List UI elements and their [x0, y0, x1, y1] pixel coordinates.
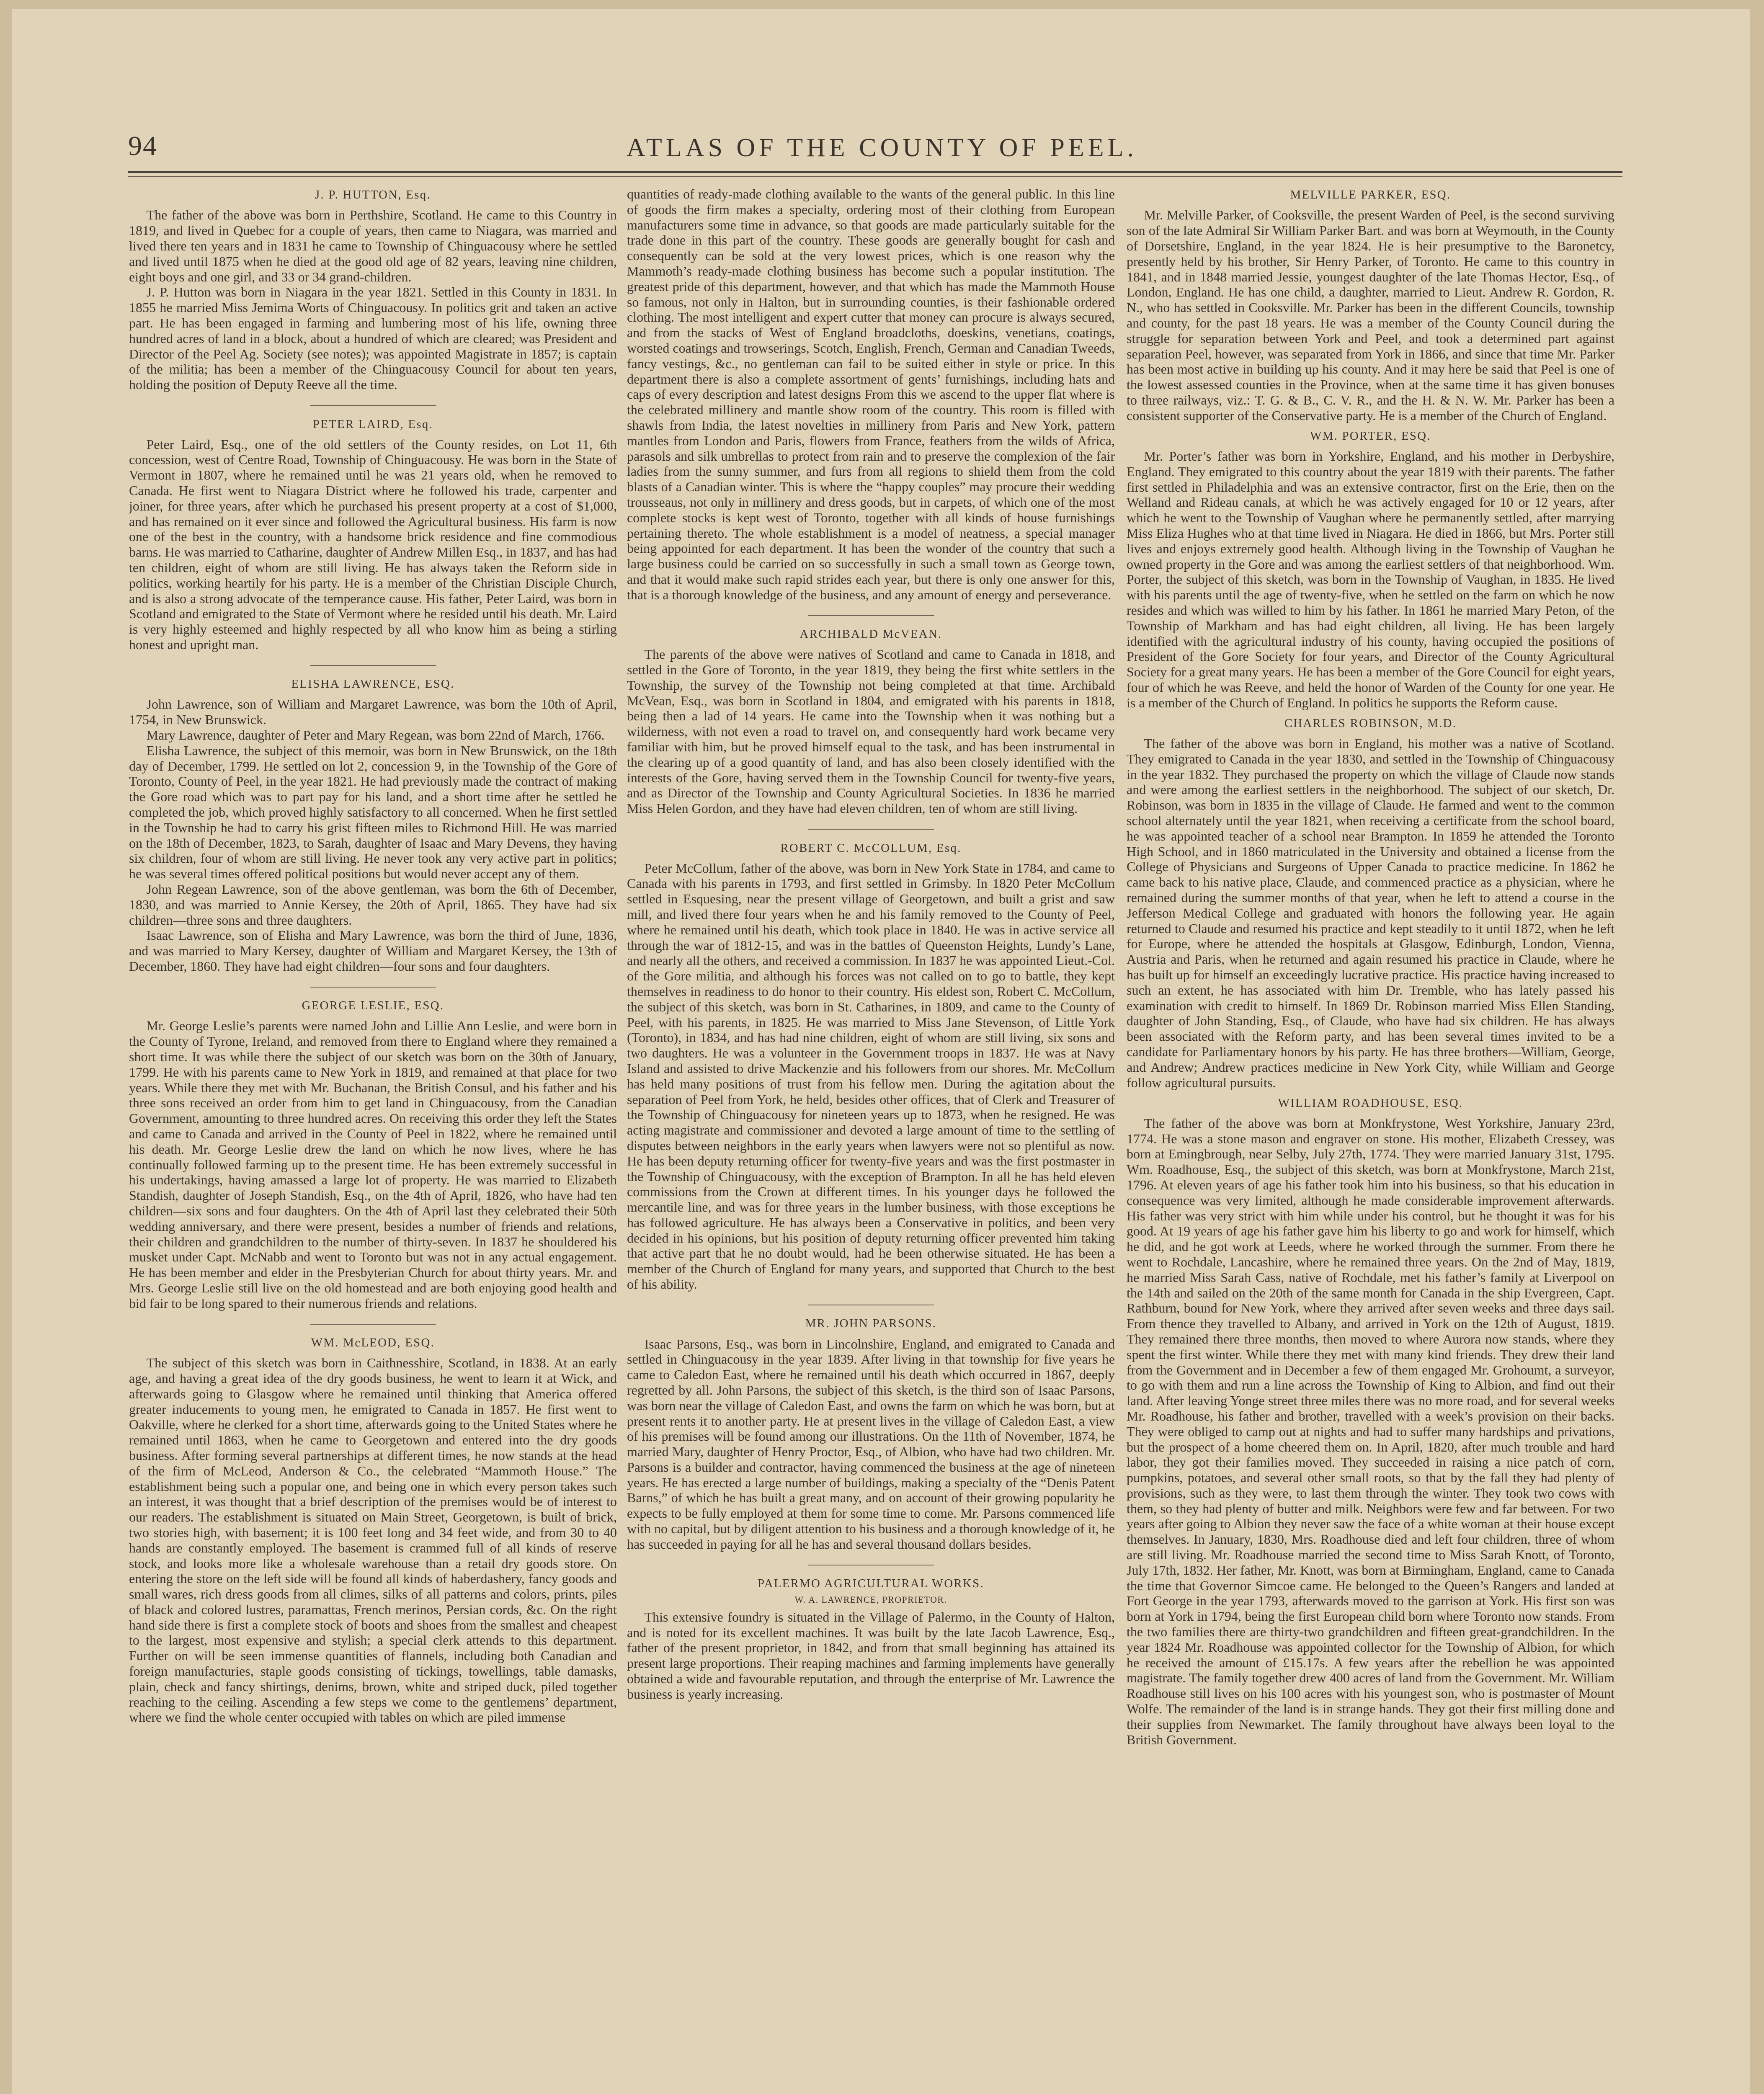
- paragraph: Mr. George Leslie’s parents were named John and Lillie Ann Leslie, and were born in the County of Tyrone, Ireland, and removed from there to England where they remained a short time. It was while there the subject of our sketch was born on the 30th of January, 1799. He with his parents came to New York in 1819, and remained at that place for two years. While there they met with Mr. Buchanan, the British Consul, and his father and his three sons received an order from him to get land in Chinguacousy, from the Canadian Government, amounting to three hundred acres. On receiving this order they left the States and came to Canada and arrived in the County of Peel in 1822, where he remained until his death. Mr. George Leslie drew the land on which he now lives, where he has continually followed farming up to the present time. He has been extremely successful in his undertakings, having amassed a large lot of property. He was married to Elizabeth Standish, daughter of Joseph Standish, Esq., on the 4th of April, 1826, who have had ten children—six sons and four daughters. On the 4th of April last they celebrated their 50th wedding anniversary, and there were present, besides a number of friends and relations, their children and grandchildren to the number of thirty-seven. In 1837 he shouldered his musket under Capt. McNabb and went to Toronto but was not in any actual engagement. He has been member and elder in the Presbyterian Church for about thirty years. Mr. and Mrs. George Leslie still live on the old homestead and are both enjoying good health and bid fair to be long spared to their numerous friends and relations.: [129, 1018, 617, 1311]
- article-heading: GEORGE LESLIE, ESQ.: [302, 999, 444, 1013]
- article-heading: ROBERT C. McCOLLUM, Esq.: [780, 841, 962, 855]
- section-divider: [310, 1324, 436, 1325]
- article-heading: ELISHA LAWRENCE, ESQ.: [291, 677, 455, 691]
- paragraph: J. P. Hutton was born in Niagara in the year 1821. Settled in this County in 1831. In 1855 he married Miss Jemima Worts of Chinguacousy. In politics grit and taken an active part. He has been engaged in farming and lumbering most of his life, owning three hundred acres of land in a block, about a hundred of which are cleared; was President and Director of the Peel Ag. Society (see notes); was appointed Magistrate in 1857; is captain of the militia; has been a member of the Chinguacousy Council for about ten years, holding the position of Deputy Reeve all the time.: [129, 284, 617, 392]
- article-parker: [1127, 188, 1614, 423]
- paragraph: Elisha Lawrence, the subject of this memoir, was born in New Brunswick, on the 18th day of December, 1799. He settled on lot 2, concession 9, in the Township of the Gore of Toronto, County of Peel, in the year 1821. He had previously made the contract of making the Gore road which was to part pay for his land, and a short time after he settled he completed the job, which proved highly satisfactory to all concerned. When he first settled in the Township he had to carry his grist fifteen miles to Richmond Hill. He was married on the 18th of December, 1823, to Sarah, daughter of Isaac and Mary Devens, they having six children, four of whom are still living. He never took any very active part in politics; he was several times offered political positions but would never accept any of them.: [129, 743, 617, 882]
- article-palermo: [627, 1577, 1115, 1702]
- article-mcleod: [129, 1336, 617, 1725]
- paragraph: Isaac Parsons, Esq., was born in Lincolnshire, England, and emigrated to Canada and settled in Chinguacousy in the year 1839. After living in that township for five years he came to Caledon East, where he remained until his death which occurred in 1867, deeply regretted by all. John Parsons, the subject of this sketch, is the third son of Isaac Parsons, was born near the village of Caledon East, and owns the farm on which he was born, but at present rents it to another party. He at present lives in the village of Caledon East, a view of his premises will be found among our illustrations. On the 11th of November, 1874, he married Mary, daughter of Henry Proctor, Esq., of Albion, who have had two children. Mr. Parsons is a builder and contractor, having commenced the business at the age of nineteen years. He has erected a large number of buildings, making a specialty of the “Denis Patent Barns,” of which he has built a great many, and on account of their growing popularity he expects to be fully employed at them for some time to come. Mr. Parsons commenced life with no capital, but by diligent attention to his business and a thorough knowledge of it, he has succeeded in paying for all he has and several thousand dollars besides.: [627, 1336, 1115, 1552]
- article-hutton: [129, 188, 617, 392]
- header-rule-thin: [128, 176, 1622, 177]
- article-heading: ARCHIBALD McVEAN.: [799, 627, 942, 641]
- article-heading: CHARLES ROBINSON, M.D.: [1284, 716, 1457, 730]
- article-parsons: [627, 1317, 1115, 1552]
- article-heading: WM. McLEOD, ESQ.: [311, 1336, 435, 1350]
- section-divider: [310, 405, 436, 406]
- paragraph: This extensive foundry is situated in the Village of Palermo, in the County of Halton, and is noted for its excellent machines. It was built by the late Jacob Lawrence, Esq., father of the present proprietor, in 1842, and from that small beginning has attained its present large proportions. Their reaping machines and farming implements have generally obtained a wide and favourable reputation, and through the enterprise of Mr. Lawrence the business is yearly increasing.: [627, 1609, 1115, 1702]
- article-heading: PETER LAIRD, Esq.: [312, 417, 433, 431]
- article-leslie: [129, 999, 617, 1311]
- column-middle: [627, 186, 1115, 2094]
- section-divider: [808, 829, 934, 830]
- paragraph: The father of the above was born in England, his mother was a native of Scotland. They emigrated to Canada in the year 1830, and settled in the Township of Chinguacousy in the year 1832. They purchased the property on which the village of Claude now stands and were among the earliest settlers in the neighborhood. The subject of our sketch, Dr. Robinson, was born in 1835 in the village of Claude. He farmed and went to the common school alternately until the year 1821, when receiving a certificate from the school board, he was appointed teacher of a school near Brampton. In 1859 he attended the Toronto High School, and in 1860 matriculated in the University and obtained a license from the College of Physicians and Surgeons of Upper Canada to practice medicine. In 1862 he came back to his native place, Claude, and commenced practice as a physician, where he remained during the summer months of that year, when he left to attend a course in the Jefferson Medical College and graduated with honors the following year. He again returned to Claude and resumed his practice and kept steadily to it until 1872, when he left for Europe, where he attended the hospitals at Glasgow, Edinburgh, London, Vienna, Austria and Paris, when he returned and again resumed his practice in Claude, where he has built up for himself an exceedingly lucrative practice. His practice having increased to such an extent, he has associated with him Dr. Tremble, who has lately passed his examination with credit to himself. In 1869 Dr. Robinson married Miss Ellen Standing, daughter of John Standing, Esq., of Claude, who have had six children. He has always been associated with the Reform party, and has been several times invited to be a candidate for Parliamentary honors by his party. He has three brothers—William, George, and Andrew; Andrew practices medicine in New York City, while William and George follow agricultural pursuits.: [1127, 735, 1614, 1090]
- article-heading: MELVILLE PARKER, ESQ.: [1290, 188, 1451, 202]
- header-rule: [128, 171, 1622, 173]
- paragraph: Peter McCollum, father of the above, was born in New York State in 1784, and came to Canada with his parents in 1793, and first settled in Grimsby. In 1820 Peter McCollum settled in Esquesing, near the present village of Georgetown, and built a grist and saw mill, and lived there four years when he and his family removed to the County of Peel, where he remained until his death, which took place in 1840. He was in active service all through the war of 1812-15, and was in the battles of Queenston Heights, Lundy’s Lane, and nearly all the others, and received a commission. In 1837 he was appointed Lieut.-Col. of the Gore militia, and although his forces was not called on to go to battle, they kept themselves in readiness to do honor to their country. His eldest son, Robert C. McCollum, the subject of this sketch, was born in St. Catharines, in 1809, and came to the County of Peel, with his parents, in 1825. He was married to Miss Jane Stevenson, of Little York (Toronto), in 1834, and has had nine children, eight of whom are still living, six sons and two daughters. He was a volunteer in the Government troops in 1837. He was at Navy Island and assisted to drive Mackenzie and his followers from our shores. Mr. McCollum has held many positions of trust from his fellow men. During the agitation about the separation of Peel from York, he held, besides other offices, that of Clerk and Treasurer of the Township of Chinguacousy for nineteen years up to 1873, when he resigned. He was acting magistrate and commissioner and devoted a large amount of time to the settling of disputes between neighbors in the early years when lawyers were not so plentiful as now. He has been deputy returning officer for twenty-five years and was the first postmaster in the Township of Chinguacousy, with the exception of Brampton. In all he has held eleven commissions from the Crown at different times. In his younger days he followed the mercantile line, and was for three years in the lumber business, with those exceptions he has followed agriculture. He has always been a Conservative in politics, and been very decided in his opinions, but his position of deputy returning officer prevented him taking that active part that he no doubt would, had he been otherwise situated. He has been a member of the Church of England for many years, and supported that Church to the best of his ability.: [627, 860, 1115, 1292]
- paragraph: Isaac Lawrence, son of Elisha and Mary Lawrence, was born the third of June, 1836, and was married to Mary Kersey, daughter of William and Margaret Kersey, the 13th of December, 1860. They have had eight children—four sons and four daughters.: [129, 928, 617, 974]
- article-subheading: W. A. LAWRENCE, PROPRIETOR.: [794, 1595, 947, 1605]
- article-mccollum: [627, 841, 1115, 1292]
- article-heading: J. P. HUTTON, Esq.: [315, 188, 431, 202]
- article-heading: PALERMO AGRICULTURAL WORKS.: [758, 1577, 984, 1591]
- paragraph: The father of the above was born at Monkfrystone, West Yorkshire, January 23rd, 1774. He was a stone mason and engraver on stone. His mother, Elizabeth Cressey, was born at Emingbrough, near Selby, July 27th, 1774. They were married January 31st, 1795. Wm. Roadhouse, Esq., the subject of this sketch, was born at Monkfrystone, March 21st, 1796. At eleven years of age his father took him into his business, so that his education in consequence was very limited, although he made considerable improvement afterwards. His father was very strict with him while under his control, but he thought it was for his good. At 19 years of age his father gave him his liberty to go and work for himself, which he did, and he got work at Leeds, where he worked through the summer. From there he went to Rochdale, Lancashire, where he remained three years. On the 2nd of May, 1819, he married Miss Sarah Cass, native of Rochdale, met his father’s family at Liverpool on the 14th and sailed on the 20th of the same month for Canada in the ship Evergreen, Capt. Rathburn, bound for New York, where they arrived after seven weeks and three days sail. From thence they travelled to Albany, and arrived in York on the 12th of August, 1819. They remained there three months, then moved to where Aurora now stands, where they spent the first winter. While there they met with many kind friends. They drew their land from the Government and in December a few of them engaged Mr. Grohoumt, a surveyor, to go with them and run a line across the Township of King to Albion, and find out their land. After leaving Yonge street three miles there was no more road, and for several weeks Mr. Roadhouse, his father and brother, travelled with a week’s provision on their backs. They were obliged to camp out at nights and had to suffer many hardships and privations, but the prospect of a home cheered them on. In April, 1820, after much trouble and hard labor, they got their families moved. They succeeded in raising a nice patch of corn, pumpkins, potatoes, and several other small roots, so that by the fall they had plenty of provisions, such as they were, to last them through the winter. They took two cows with them, so they had plenty of butter and milk. Neighbors were few and far between. For two years after going to Albion they never saw the face of a white woman at their house except themselves. In January, 1830, Mrs. Roadhouse died and left four children, three of whom are still living. Mr. Roadhouse married the second time to Miss Sarah Knott, of Toronto, July 17th, 1832. Her father, Mr. Knott, was born at Birmingham, England, came to Canada the time that Governor Simcoe came. He belonged to the Queen’s Rangers and landed at Fort George in the year 1793, afterwards moved to the garrison at York. His first son was born at York in 1794, being the first European child born where Toronto now stands. From the two families there are thirty-two grandchildren and fifteen great-grandchildren. In the year 1824 Mr. Roadhouse was appointed collector for the Township of Albion, for which he received the amount of £15.17s. A few years after the rebellion he was appointed magistrate. The family together drew 400 acres of land from the Government. Mr. William Roadhouse still lives on his 100 acres with his youngest son, who is postmaster of Mount Wolfe. The remainder of the land is in strange hands. They got their first milling done and their supplies from Newmarket. The family throughout have always been loyal to the British Government.: [1127, 1115, 1614, 1747]
- article-mcvean: [627, 627, 1115, 816]
- paragraph-continued: quantities of ready-made clothing available to the wants of the general public. In this line of goods the firm makes a specialty, ordering most of their clothing from European manufacturers some time in advance, so that goods are made particularly suitable for the trade done in this part of the country. These goods are generally bought for cash and consequently can be sold at the very lowest prices, which is one reason why the Mammoth’s ready-made clothing business has become such a popular institution. The greatest pride of this department, however, and that which has made the Mammoth House so famous, not only in Halton, but in surrounding counties, is their fashionable ordered clothing. The most intelligent and expert cutter that money can procure is always secured, and from the stacks of West of England broadcloths, doeskins, venetians, coatings, worsted coatings and trowserings, Scotch, English, French, German and Canadian Tweeds, fancy vestings, &c., no gentleman can fail to be suited either in style or price. In this department there is also a complete assortment of gents’ furnishings, including hats and caps of every description and latest designs From this we ascend to the upper flat where is the celebrated millinery and mantle show room of the country. This room is filled with shawls from India, the latest novelties in millinery from Paris and New York, pattern mantles from London and Paris, flowers from France, feathers from the wilds of Africa, parasols and silk umbrellas to protect from rain and to preserve the complexion of the fair ladies from the sunny summer, and furs from all regions to shield them from the cold blasts of a Canadian winter. This is where the “happy couples” may procure their wedding trousseaus, not only in millinery and dress goods, but in carpets, of which one of the most complete stocks is kept west of Toronto, together with all kinds of house furnishings pertaining thereto. The whole establishment is a model of neatness, a special manager being appointed for each department. It has been the wonder of the country that such a large business could be carried on so successfully in such a small town as George town, and that it would make such rapid strides each year, but there is only one answer for this, that is a thorough knowledge of the business, and any amount of energy and perseverance.: [627, 186, 1115, 602]
- section-divider: [310, 665, 436, 666]
- paragraph: John Regean Lawrence, son of the above gentleman, was born the 6th of December, 1830, and was married to Annie Kersey, the 20th of April, 1865. They have had six children—three sons and three daughters.: [129, 881, 617, 928]
- article-heading: WILLIAM ROADHOUSE, ESQ.: [1278, 1096, 1463, 1110]
- article-lawrence: [129, 677, 617, 974]
- article-porter: [1127, 429, 1614, 711]
- column-left: [129, 186, 617, 2094]
- paragraph: Mr. Porter’s father was born in Yorkshire, England, and his mother in Derbyshire, England. They emigrated to this country about the year 1819 with their parents. The father first settled in Philadelphia and was an extensive contractor, first on the Erie, then on the Welland and Rideau canals, at which he was actively engaged for 10 or 12 years, after which he went to the Township of Vaughan where he permanently settled, after marrying Miss Eliza Hughes who at that time lived in Niagara. He died in 1866, but Mrs. Porter still lives and enjoys extremely good health. Although living in the Township of Vaughan he owned property in the Gore and was among the earliest settlers of that neighborhood. Wm. Porter, the subject of this sketch, was born in the Township of Vaughan, in 1835. He lived with his parents until the age of twenty-five, when he settled on the farm on which he now resides and which was willed to him by his father. In 1861 he married Mary Peton, of the Township of Markham and has had eight children, all living. He has been largely identified with the agricultural industry of his county, having occupied the positions of President of the Gore Society for four years, and Director of the County Agricultural Society for a great many years. He has been a member of the Gore Council for eight years, four of which he was Reeve, and held the honor of Warden of the County for one year. He is a member of the Church of England. In politics he supports the Reform cause.: [1127, 448, 1614, 710]
- article-robinson: [1127, 717, 1614, 1090]
- section-divider: [310, 987, 436, 988]
- article-heading: MR. JOHN PARSONS.: [805, 1317, 937, 1331]
- article-heading: WM. PORTER, ESQ.: [1310, 429, 1431, 443]
- article-mcleod-continued: [627, 186, 1115, 603]
- paragraph: John Lawrence, son of William and Margaret Lawrence, was born the 10th of April, 1754, in New Brunswick.: [129, 696, 617, 727]
- page-title: ATLAS OF THE COUNTY OF PEEL.: [627, 134, 1137, 162]
- section-divider: [808, 615, 934, 616]
- article-laird: [129, 418, 617, 652]
- article-roadhouse: [1127, 1096, 1614, 1748]
- paragraph: Peter Laird, Esq., one of the old settlers of the County resides, on Lot 11, 6th concession, west of Centre Road, Township of Chinguacousy. He was born in the State of Vermont in 1807, where he remained until he was 21 years old, when he removed to Canada. He first went to Niagara District where he followed his trade, carpenter and joiner, for three years, after which he purchased his present property at a cost of $1,000, and has remained on it ever since and followed the Agricultural business. His farm is now one of the best in the country, with a handsome brick residence and fine commodious barns. He was married to Catharine, daughter of Andrew Millen Esq., in 1837, and has had ten children, eight of whom are still living. He has always taken the Reform side in politics, working heartily for his party. He is a member of the Christian Disciple Church, and is also a strong advocate of the temperance cause. His father, Peter Laird, was born in Scotland and emigrated to the State of Vermont where he resided until his death. Mr. Laird is very highly esteemed and highly respected by all who know him as being a stirling honest and upright man.: [129, 436, 617, 652]
- column-right: [1127, 186, 1614, 2094]
- paragraph: Mr. Melville Parker, of Cooksville, the present Warden of Peel, is the second surviving son of the late Admiral Sir William Parker Bart. and was born at Weymouth, in the County of Dorsetshire, England, in the year 1824. He is heir presumptive to the Baronetcy, presently held by his brother, Sir Henry Parker, of Toronto. He came to this country in 1841, and in 1848 married Jessie, youngest daughter of the late Thomas Hector, Esq., of London, England. He has one child, a daughter, married to Lieut. Andrew R. Gordon, R. N., who has settled in Cooksville. Mr. Parker has been in the different Councils, township and county, for the past 18 years. He was a member of the County Council during the struggle for separation between York and Peel, and took a determined part against separation Peel, however, was separated from York in 1866, and since that time Mr. Parker has been most active in building up his county. And it may here be said that Peel is one of the lowest assessed counties in the Province, when at the same time it has given bonuses to three railways, viz.: T. G. & B., C. V. R., and the H. & N. W. Mr. Parker has been a consistent supporter of the Conservative party. He is a member of the Church of England.: [1127, 207, 1614, 423]
- paragraph: The father of the above was born in Perthshire, Scotland. He came to this Country in 1819, and lived in Quebec for a couple of years, then came to Niagara, was married and lived there ten years and in 1831 he came to Township of Chinguacousy where he settled and lived until 1875 when he died at the good old age of 82 years, leaving nine children, eight boys and one girl, and 33 or 34 grand-children.: [129, 207, 617, 284]
- paragraph: The parents of the above were natives of Scotland and came to Canada in 1818, and settled in the Gore of Toronto, in the year 1819, they being the first white settlers in the Township, the survey of the Township not being completed at that time. Archibald McVean, Esq., was born in Scotland in 1804, and emigrated with his parents in 1818, being then a lad of 14 years. He came into the Township when it was nothing but a wilderness, with not even a road to travel on, and consequently hard work became very familiar with him, but he proved himself equal to the task, and has been instrumental in the clearing up of a good quantity of land, and has also been closely identified with the interests of the Gore, having served them in the Township Council for twenty-five years, and as Director of the Township and County Agricultural Societies. In 1836 he married Miss Helen Gordon, and they have had eleven children, ten of whom are still living.: [627, 647, 1115, 816]
- paragraph: Mary Lawrence, daughter of Peter and Mary Regean, was born 22nd of March, 1766.: [146, 727, 605, 743]
- page-number: 94: [128, 131, 157, 161]
- paragraph: The subject of this sketch was born in Caithnesshire, Scotland, in 1838. At an early age, and having a great idea of the dry goods business, he went to learn it at Wick, and afterwards going to Glasgow where he remained until thinking that America offered greater inducements to young men, he emigrated to Canada in 1857. He first went to Oakville, where he clerked for a short time, afterwards going to the United States where he remained until 1863, when he came to Georgetown and entered into the dry goods business. After forming several partnerships at different times, he now stands at the head of the firm of McLeod, Anderson & Co., the celebrated “Mammoth House.” The establishment being such a popular one, and being one in which every person takes such an interest, it was thought that a brief description of the premises would be of interest to our readers. The establishment is situated on Main Street, Georgetown, is built of brick, two stories high, with basement; it is 100 feet long and 34 feet wide, and from 30 to 40 hands are constantly employed. The basement is crammed full of all kinds of reserve stock, and looks more like a wholesale warehouse than a retail dry goods store. On entering the store on the left side will be found all kinds of haberdashery, fancy goods and small wares, rich dress goods from all climes, silks of all patterns and colors, prints, piles of black and colored lustres, paramattas, French merinos, Persian cords, &c. On the right hand side there is first a complete stock of boots and shoes from the smallest and cheapest to the largest, most expensive and stylish; a special clerk attends to this department. Further on will be seen immense quantities of flannels, including both Canadian and foreign manufacturies, staple goods consisting of tickings, towellings, table damasks, plain, check and fancy shirtings, denims, brown, white and striped duck, piled together reaching to the ceiling. Ascending a few steps we come to the gentlemens’ department, where we find the whole center occupied with tables on which are piled immense: [129, 1355, 617, 1725]
